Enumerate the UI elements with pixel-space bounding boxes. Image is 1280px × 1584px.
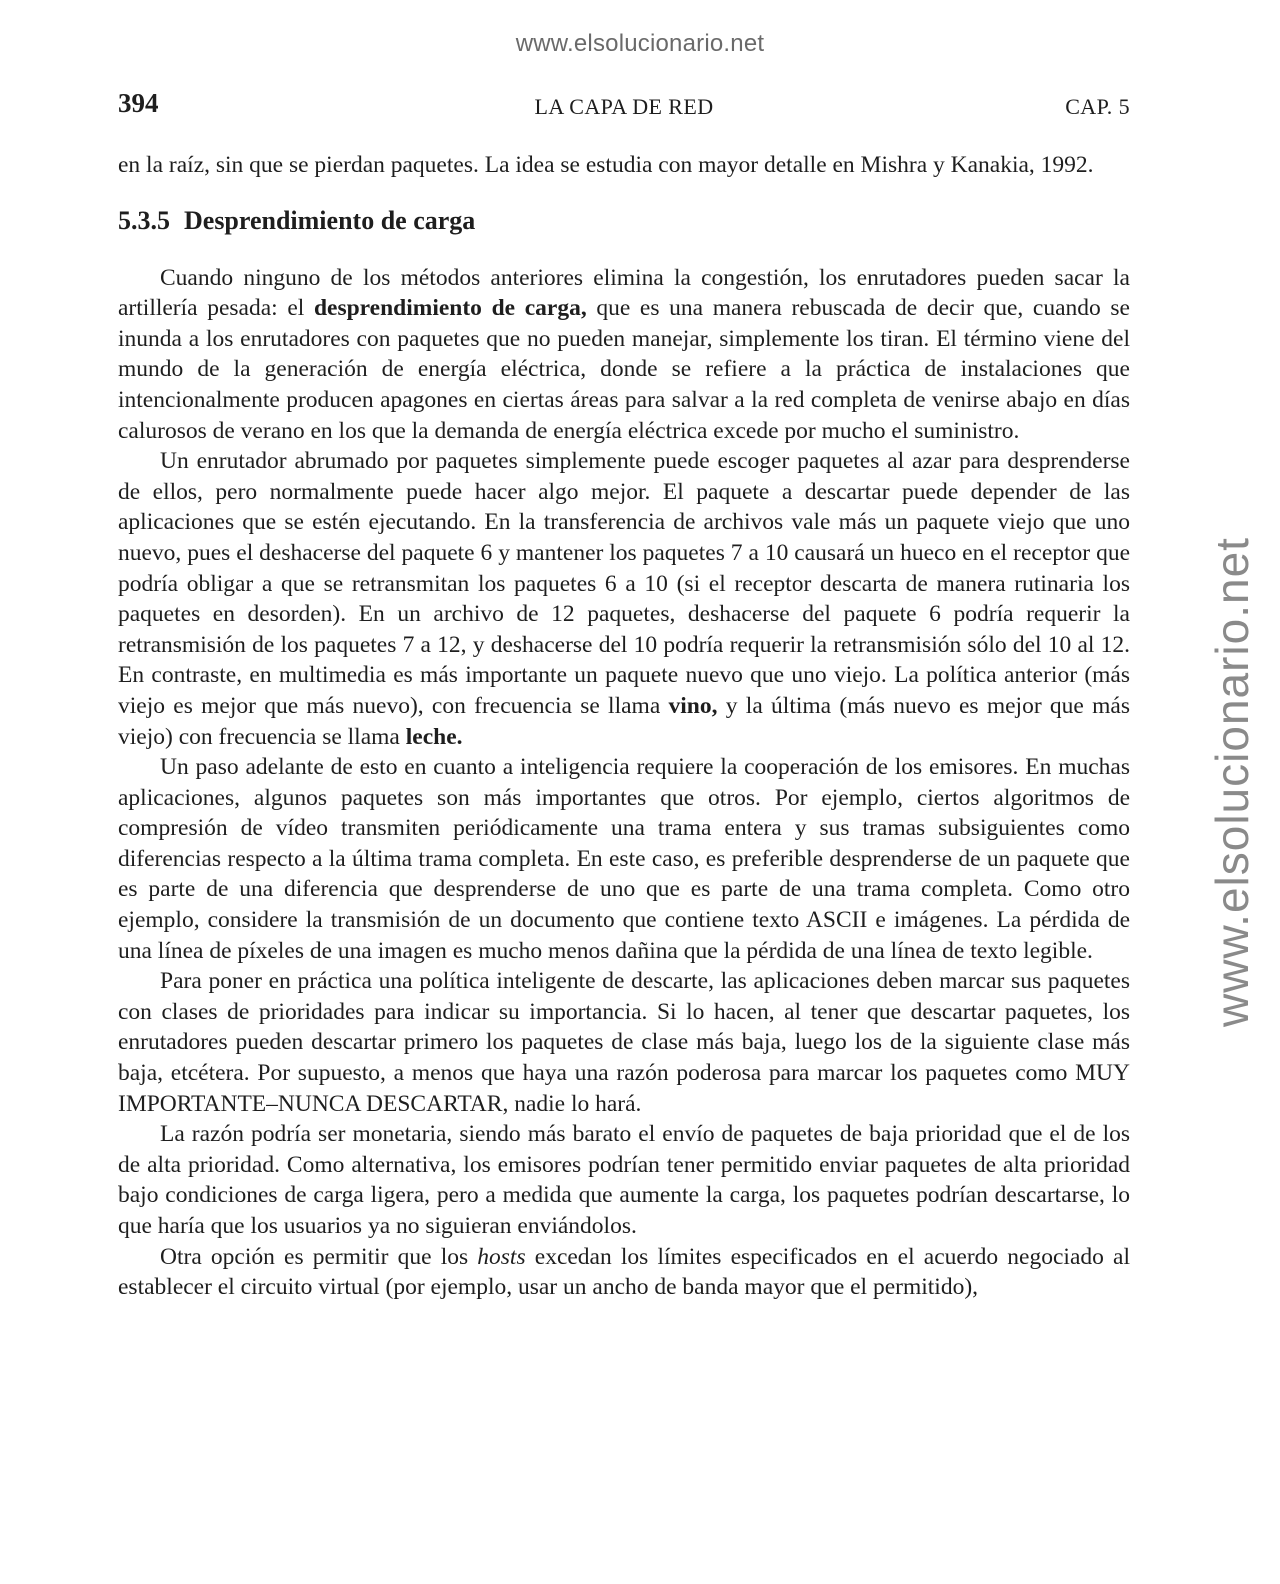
- paragraph-6: [118, 1242, 1130, 1303]
- page-header: [118, 88, 1130, 122]
- paragraph-4: Para poner en práctica una política inteligente de descarte, las aplicaciones deben marcar sus paquetes con clases de prioridades para indicar su importancia. Si lo hacen, al tener que descartar paquetes, los enrutadores pueden descartar primero los paquetes de clase más baja, luego los de la siguiente clase más baja, etcétera. Por supuesto, a menos que haya una razón poderosa para marcar los paquetes como MUY IMPORTANTE–NUNCA DESCARTAR, nadie lo hará.: [118, 968, 1130, 1117]
- term-hosts: hosts: [477, 1243, 526, 1270]
- paragraph-1: [118, 263, 1130, 447]
- text-run: Un enrutador abrumado por paquetes simplemente puede escoger paquetes al azar para desprenderse de ellos, pero normalmente puede hacer algo mejor. El paquete a descartar puede depender de las aplicaciones que se estén ejecutando. En la transferencia de archivos vale más un paquete viejo que uno nuevo, pues el deshacerse del paquete 6 y mantener los paquetes 7 a 10 causará un hueco en el receptor que podría obligar a que se retransmitan los paquetes 6 a 10 (si el receptor descarta de manera rutinaria los paquetes en desorden). En un archivo de 12 paquetes, deshacerse del paquete 6 podría requerir la retransmisión de los paquetes 7 a 12, y deshacerse del 10 podría requerir la retransmisión sólo del 10 al 12. En contraste, en multimedia es más importante un paquete nuevo que uno viejo. La política anterior (más viejo es mejor que más nuevo), con frecuencia se llama: [118, 448, 1130, 719]
- text-run: y la última (más nuevo es mejor que más viejo) con frecuencia se llama: [118, 692, 1130, 750]
- section-number: 5.3.5: [118, 205, 170, 235]
- paragraph-2: [118, 446, 1130, 752]
- term-leche: leche.: [405, 723, 463, 750]
- watermark-top: www.elsolucionario.net: [515, 30, 765, 57]
- watermark-side: www.elsolucionario.net: [1206, 537, 1258, 1027]
- paragraph-3: Un paso adelante de esto en cuanto a inteligencia requiere la cooperación de los emisores. En muchas aplicaciones, algunos paquetes son más importantes que otros. Por ejemplo, ciertos algoritmos de compresión de vídeo transmiten periódicamente una trama entera y sus tramas subsiguientes como diferencias respecto a la última trama completa. En este caso, es preferible desprenderse de un paquete que es parte de una diferencia que desprenderse de uno que es parte de una trama completa. Como otro ejemplo, considere la transmisión de un documento que contiene texto ASCII e imágenes. La pérdida de una línea de píxeles de una imagen es mucho menos dañina que la pérdida de una línea de texto legible.: [118, 754, 1130, 964]
- section-title: Desprendimiento de carga: [184, 205, 476, 235]
- page-number: 394: [118, 88, 159, 118]
- section-heading: [118, 205, 1130, 237]
- text-run: Cuando ninguno de los métodos anteriores elimina la congestión, los enrutadores pueden sacar la artillería pesada: el: [118, 264, 1130, 322]
- text-run: que es una manera rebuscada de decir que, cuando se inunda a los enrutadores con paquetes que no pueden manejar, simplemente los tiran. El término viene del mundo de la generación de energía eléctrica, donde se refiere a la práctica de instalaciones que intencionalmente producen apagones en ciertas áreas para salvar a la red completa de venirse abajo en días calurosos de verano en los que la demanda de energía eléctrica excede por mucho el suministro.: [118, 295, 1130, 444]
- term-desprendimiento: desprendimiento de carga,: [313, 295, 587, 322]
- paragraph-continuation: en la raíz, sin que se pierdan paquetes. La idea se estudia con mayor detalle en Mishra y Kanakia, 1992.: [118, 152, 1094, 178]
- paragraph-5: La razón podría ser monetaria, siendo más barato el envío de paquetes de baja prioridad que el de los de alta prioridad. Como alternativa, los emisores podrían tener permitido enviar paquetes de alta prioridad bajo condiciones de carga ligera, pero a medida que aumente la carga, los paquetes podrían descartarse, lo que haría que los usuarios ya no siguieran enviándolos.: [118, 1121, 1130, 1239]
- page-body: [118, 150, 1130, 1303]
- term-vino: vino,: [668, 692, 718, 719]
- running-title: LA CAPA DE RED: [534, 94, 714, 119]
- text-run: Otra opción es permitir que los: [160, 1243, 478, 1270]
- text-run: excedan los límites especificados en el acuerdo negociado al establecer el circuito virtual (por ejemplo, usar un ancho de banda mayor que el permitido),: [118, 1243, 1130, 1301]
- chapter-label: CAP. 5: [1065, 94, 1130, 119]
